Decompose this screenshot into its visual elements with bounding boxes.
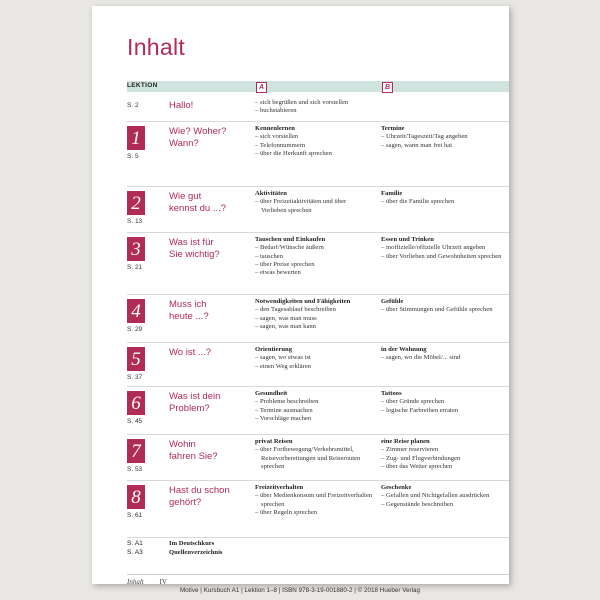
lesson-row: [127, 121, 509, 187]
lesson-title-line: Problem?: [169, 402, 210, 414]
appendix-page-ref: S. A1: [127, 540, 143, 547]
intro-title: Hallo!: [169, 100, 194, 111]
lesson-title-line: Hast du schon: [169, 485, 230, 496]
lesson-b-heading: Tattoos: [381, 390, 402, 397]
lesson-title-line: fahren Sie?: [169, 450, 218, 462]
lesson-a-heading: Freizeitverhalten: [255, 484, 304, 491]
lesson-page-ref: S. 13: [127, 218, 143, 225]
lesson-b-heading: Gefühle: [381, 298, 404, 305]
lesson-title-line: Muss ich: [169, 299, 207, 310]
lesson-number-box: 5: [127, 347, 145, 371]
lesson-a-item: – über Preise sprechen: [255, 261, 373, 269]
lesson-title: [169, 126, 226, 149]
lesson-row: [127, 342, 509, 387]
lesson-b-item: – Uhrzeit/Tageszeit/Tag angeben: [381, 133, 509, 141]
lesson-a-item: – etwas bewerten: [255, 269, 373, 277]
lesson-title-line: Wie? Woher?: [169, 126, 227, 137]
lesson-a-item: – Probleme beschreiben: [255, 398, 373, 406]
lesson-b-item: – über Gründe sprechen: [381, 398, 509, 406]
lesson-a-item: – Telefonnummern: [255, 142, 373, 150]
lesson-a-item: – sagen, was man muss: [255, 315, 373, 323]
lesson-b-item: – über Stimmungen und Gefühle sprechen: [381, 306, 509, 314]
lesson-title-line: Was ist für: [169, 237, 214, 248]
lesson-a-heading: Kennenlernen: [255, 125, 295, 132]
appendix-label: Im Deutschkurs: [169, 540, 215, 547]
lesson-page-ref: S. 29: [127, 326, 143, 333]
lesson-number-box: 7: [127, 439, 145, 463]
lesson-b-item: – über Vorlieben und Gewohnheiten sprechen: [381, 253, 509, 261]
lesson-col-a: [255, 346, 373, 371]
lesson-a-item: – einen Weg erklären: [255, 363, 373, 371]
lesson-col-a: [255, 190, 373, 215]
lesson-b-heading: Geschenke: [381, 484, 412, 491]
lesson-title-line: Wie gut: [169, 191, 202, 202]
appendix-divider: [127, 537, 509, 538]
lesson-row: [127, 480, 509, 537]
lesson-title: [169, 191, 226, 214]
lesson-title-line: Was ist dein: [169, 391, 221, 402]
lesson-a-heading: Orientierung: [255, 346, 292, 353]
column-b-badge: B: [382, 82, 393, 93]
lesson-number-box: 8: [127, 485, 145, 509]
lesson-title: [169, 391, 220, 414]
lesson-row: [127, 434, 509, 481]
document-page: [92, 6, 509, 584]
lesson-col-b: [381, 298, 509, 315]
copyright-line: Motive | Kursbuch A1 | Lektion 1–8 | ISBN 978-3-19-001880-2 | © 2018 Hueber Verlag: [179, 587, 421, 594]
lesson-col-a: [255, 298, 373, 331]
lesson-a-item: – sagen, was man kann: [255, 323, 373, 331]
lesson-number-box: 3: [127, 237, 145, 261]
footer-section: Inhalt: [127, 578, 144, 586]
table-header-bar: [127, 81, 509, 92]
lesson-number-box: 4: [127, 299, 145, 323]
header-lektion-label: LEKTION: [127, 82, 158, 89]
lesson-b-heading: Familie: [381, 190, 403, 197]
lesson-col-a: [255, 236, 373, 277]
lesson-title: [169, 485, 230, 508]
lesson-col-a: [255, 484, 373, 517]
lesson-a-item: – über Medienkonsum und Freizeitverhalten sprechen: [255, 492, 373, 509]
lesson-row: [127, 186, 509, 233]
lesson-a-item: – Bedarf/Wünsche äußern: [255, 244, 373, 252]
lesson-b-item: – sagen, wo die Möbel/... sind: [381, 354, 509, 362]
lesson-b-heading: in der Wohnung: [381, 346, 427, 353]
lesson-col-b: [381, 190, 509, 207]
lesson-a-item: – über Freizeitaktivitäten und über Vorlieben sprechen: [255, 198, 373, 215]
lesson-title-line: Wann?: [169, 137, 199, 149]
intro-page-ref: S. 2: [127, 102, 139, 109]
lesson-b-item: – Gegenstände beschreiben: [381, 501, 509, 509]
lesson-b-heading: Essen und Trinken: [381, 236, 434, 243]
lesson-page-ref: S. 45: [127, 418, 143, 425]
lesson-title-line: gehört?: [169, 496, 202, 508]
lesson-col-a: [255, 390, 373, 423]
lesson-a-item: – sich vorstellen: [255, 133, 373, 141]
lesson-a-heading: Notwendigkeiten und Fähigkeiten: [255, 298, 351, 305]
lesson-a-item: – über Regeln sprechen: [255, 509, 373, 517]
appendix-page-ref: S. A3: [127, 549, 143, 556]
lesson-a-heading: Gesundheit: [255, 390, 288, 397]
lesson-b-item: – Gefallen und Nichtgefallen ausdrücken: [381, 492, 509, 500]
lesson-b-heading: Termine: [381, 125, 405, 132]
footer: [127, 578, 167, 586]
lesson-b-item: – Zug- und Flugverbindungen: [381, 455, 509, 463]
lesson-a-item: – sagen, wo etwas ist: [255, 354, 373, 362]
lesson-row: [127, 386, 509, 435]
lesson-a-item: – Vorschläge machen: [255, 415, 373, 423]
lesson-page-ref: S. 61: [127, 512, 143, 519]
footer-divider: [127, 574, 509, 575]
lesson-b-item: – Zimmer reservieren: [381, 446, 509, 454]
lesson-title: [169, 347, 211, 359]
lesson-col-b: [381, 125, 509, 150]
lesson-title-line: kennst du ...?: [169, 202, 227, 214]
lesson-title: [169, 299, 209, 322]
lesson-col-b: [381, 438, 509, 471]
lesson-title: [169, 439, 218, 462]
lesson-a-item: – tauschen: [255, 253, 373, 261]
lesson-page-ref: S. 37: [127, 374, 143, 381]
lesson-a-item: – Termine ausmachen: [255, 407, 373, 415]
lesson-b-item: – sagen, wann man frei hat: [381, 142, 509, 150]
appendix-label: Quellenverzeichnis: [169, 549, 223, 556]
lesson-a-item: – über die Herkunft sprechen: [255, 150, 373, 158]
lesson-b-heading: eine Reise planen: [381, 438, 430, 445]
lesson-col-b: [381, 346, 509, 363]
appendix-entry: [127, 540, 214, 548]
lesson-a-item: – den Tagesablauf beschreiben: [255, 306, 373, 314]
intro-row: [127, 96, 509, 120]
lesson-a-heading: Tauschen und Einkaufen: [255, 236, 326, 243]
lesson-b-item: – über die Familie sprechen: [381, 198, 509, 206]
lesson-title: [169, 237, 220, 260]
lesson-title-line: Wo ist ...?: [169, 347, 212, 358]
footer-page-number: IV: [159, 578, 167, 586]
intro-a-item: – buchstabieren: [255, 107, 373, 115]
lesson-number-box: 1: [127, 126, 145, 150]
lesson-number-box: 2: [127, 191, 145, 215]
lesson-col-a: [255, 438, 373, 471]
lesson-col-a: [255, 125, 373, 158]
lesson-b-item: – logische Farbreihen erraten: [381, 407, 509, 415]
lesson-b-item: – über das Wetter sprechen: [381, 463, 509, 471]
lesson-col-b: [381, 236, 509, 261]
lesson-page-ref: S. 53: [127, 466, 143, 473]
lesson-b-item: – inoffizielle/offizielle Uhrzeit angeben: [381, 244, 509, 252]
lesson-a-heading: Aktivitäten: [255, 190, 287, 197]
column-a-badge: A: [256, 82, 267, 93]
lesson-col-b: [381, 484, 509, 509]
appendix-entry: [127, 549, 222, 557]
intro-col-a: [255, 99, 373, 116]
lesson-a-item: – über Fortbewegung/Verkehrsmittel, Reisevorbereitungen und Reiserouten sprechen: [255, 446, 373, 471]
lesson-col-b: [381, 390, 509, 415]
page-title: Inhalt: [127, 34, 186, 60]
intro-a-item: – sich begrüßen und sich vorstellen: [255, 99, 373, 107]
lesson-title-line: Wohin: [169, 439, 196, 450]
lesson-title-line: Sie wichtig?: [169, 248, 220, 260]
lesson-row: [127, 232, 509, 295]
lesson-page-ref: S. 5: [127, 153, 139, 160]
lesson-page-ref: S. 21: [127, 264, 143, 271]
lesson-title-line: heute ...?: [169, 310, 209, 322]
lesson-row: [127, 294, 509, 343]
lesson-a-heading: privat Reisen: [255, 438, 293, 445]
lesson-number-box: 6: [127, 391, 145, 415]
